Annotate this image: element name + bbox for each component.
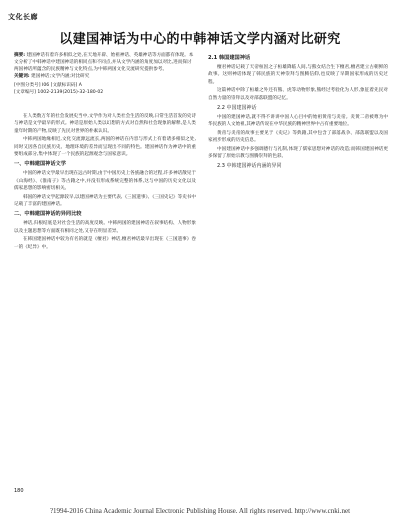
copyright-footer xyxy=(0,504,400,518)
section-label: 文化长廊 xyxy=(8,13,38,21)
section-heading: 一、中韩建国神话文学 xyxy=(14,161,66,168)
subsection-heading: 2.2 中国建国神话 xyxy=(217,105,257,112)
paragraph: 在韩国建国神话中较为有名的就是《檀君》神话,檀君神话最早出现在《三国遗事》卷一的《纪异》中。 xyxy=(14,237,196,250)
footer-text: ?1994-2016 China Academic Journal Electronic Publishing House. All rights reserved. http://www.cnki.net xyxy=(49,507,351,515)
paragraph: 中国建国神话中多强调德行与礼制,体现了儒家思想对神话的改造;而韩国建国神话更多保留了原始宗教与图腾崇拜的色彩。 xyxy=(208,146,388,160)
paragraph: 黄帝与炎帝的故事主要见于《史记》等典籍,其中包含了部落战争、部落联盟以及国家初步形成的历史信息。 xyxy=(208,130,388,144)
paragraph: 神话,归根结底是对社会生活的高度反映。中韩两国的建国神话在叙事结构、人物形象以及主题思想等方面既有相同之处,又存在明显差异。 xyxy=(14,221,196,234)
paragraph: 檀君神话记载了天帝桓因之子桓雄降临人间,与熊女结合生下檀君,檀君建立古朝鲜的故事。这则神话体现了韩民族的天神崇拜与图腾信仰,也反映了早期国家形成的历史过程。 xyxy=(208,65,388,85)
abstract xyxy=(14,52,194,73)
paragraph: 中韩两国地缘相近,文化交流源远流长,两国的神话在内容与形式上有着诸多相似之处,同时又因各自民族历史、地理环境的差异而呈现出不同的特色。建国神话作为神话中的重要组成部分,集中体现了一个民族的起源观念与国家意识。 xyxy=(14,137,196,158)
keywords-label: 关键词: xyxy=(14,74,30,79)
section-heading: 二、中韩建国神话的异同比较 xyxy=(14,211,82,218)
right-column xyxy=(208,52,388,172)
paragraph: 中国的神话文学最早出现在远古时期,由于中国历史上各族融合的过程,许多神话散见于《山海经》、《淮南子》等古籍之中,并没有形成系统完整的体系,这与中国的历史文化以及儒家思想的影响密切相关。 xyxy=(14,171,196,192)
article-meta xyxy=(14,52,194,96)
paragraph: 韩国的神话文学起源较早,以建国神话为主要代表,《三国遗事》、《三国史记》等史书中记载了丰富的建国神话。 xyxy=(14,194,196,208)
paragraph: 中国的建国神话,就不得不讲讲中国人心目中的始祖黄帝与炎帝。炎黄二帝被尊为中华民族的人文始祖,其神话传说在中华民族的精神世界中占有重要地位。 xyxy=(208,115,388,128)
left-column xyxy=(14,113,196,252)
article-title: 以建国神话为中心的中韩神话文学内涵对比研究 xyxy=(59,32,341,47)
paragraph: 在人类数万年的社会发展史当中,文学作为对人类社会生活的反映,日常生活首发的史诗与神话是文学最早的形式。神话是原始人类以幻想的方式对自然和社会现象的解释,是人类童年时期的产物,反映了先民对世界的朴素认识。 xyxy=(14,114,196,134)
subsection-heading: 2.3 中韩建国神话内涵的异同 xyxy=(217,163,282,170)
paragraph: 这篇神话中除了桓雄之外还有熊、虎等动物形象,熊经过考验化为人形,象征着先民对自然力量的崇拜以及对部落联盟的记忆。 xyxy=(208,88,388,101)
abstract-text: 建国神话有着许多相似之处,在天地开辟、始祖神话、英雄神话等方面都有体现。本文分析了中韩神话中建国神话的相同点和不同点,并从文学内涵的角度加以对比,进而探讨两国神话所蕴含的民族精神与文化特点,为中韩两国文化交流研究提供参考。 xyxy=(14,53,194,72)
page-number: 180 xyxy=(14,488,24,494)
section-heading: 2.1 韩国建国神话 xyxy=(208,55,251,61)
article-number: [文章编号] 1002-2139(2015)-32-180-02 xyxy=(14,90,104,95)
abstract-label: 摘要: xyxy=(14,53,26,58)
keywords xyxy=(14,73,194,80)
classification: [中图分类号] I06 [文献标识码] A xyxy=(14,83,82,88)
keywords-text: 建国神话;文学内涵;对比研究 xyxy=(31,74,90,79)
